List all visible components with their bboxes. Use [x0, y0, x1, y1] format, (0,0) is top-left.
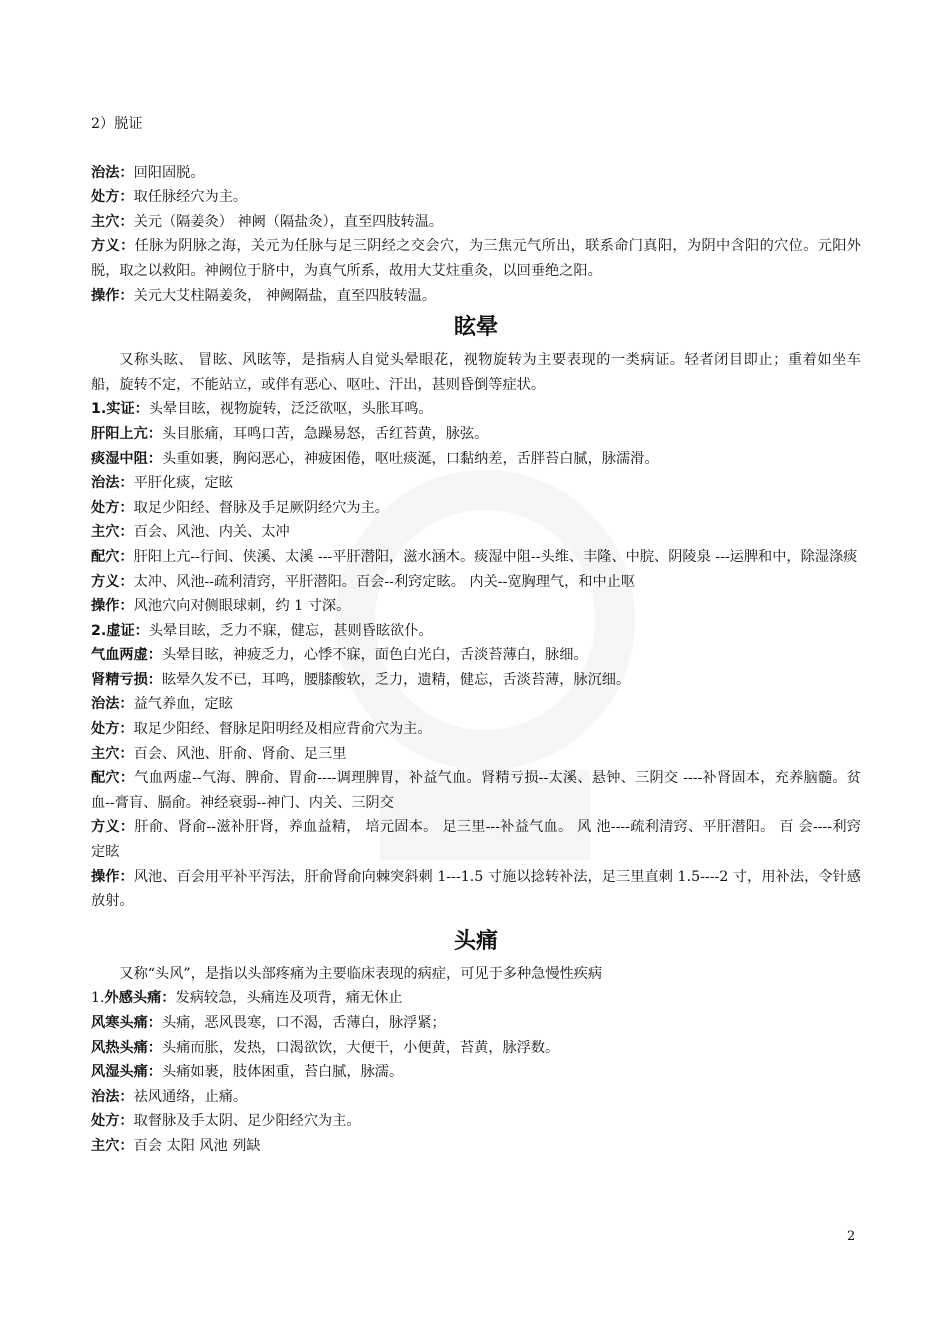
row-label: 方义：: [91, 819, 135, 836]
row-text: 百会、风池、内关、太冲: [133, 524, 290, 541]
row-label: 操作：: [91, 868, 134, 885]
row-text: 风池穴向对侧眼球刺，约 1 寸深。: [133, 598, 351, 615]
row-label: 治法：: [91, 475, 134, 492]
row-label: 操作：: [91, 287, 134, 304]
doc-row: [91, 865, 861, 914]
doc-row: [91, 643, 861, 668]
section-intro: 又称头眩、 冒眩、风眩等，是指病人自觉头晕眼花，视物旋转为主要表现的一类病证。轻者闭目即止；重着如坐车船，旋转不定，不能站立，或伴有恶心、呕吐、汗出，甚则昏倒等症状。: [91, 352, 861, 393]
row-text: 气血两虚--气海、脾俞、胃俞----调理脾胃，补益气血。肾精亏损--太溪、悬钟、三阴交 ----补肾固本，充养脑髓。贫血--膏肓、膈俞。神经衰弱--神门、内关、三阴交: [91, 770, 861, 811]
doc-row: [91, 1036, 861, 1061]
row-text: 益气养血，定眩: [133, 696, 233, 713]
row-text: 风池、百会用平补平泻法，肝俞肾俞向棘突斜刺 1---1.5 寸施以捻转补法，足三里直刺 1.5----2 寸，用补法，令针感放射。: [91, 868, 861, 910]
doc-row: [91, 1060, 861, 1085]
row-label: 气血两虚：: [91, 647, 162, 664]
row-label: 方义：: [91, 573, 134, 590]
doc-row: [91, 284, 861, 309]
doc-row: [91, 1134, 861, 1159]
row-label: 1.实证：: [91, 401, 149, 418]
doc-row: [91, 471, 861, 496]
row-text: 头晕目眩，视物旋转，泛泛欲呕，头胀耳鸣。: [148, 401, 433, 418]
row-label: 处方：: [91, 1113, 134, 1130]
doc-row: [91, 1085, 861, 1110]
page-number: 2: [847, 1229, 856, 1244]
row-label: 肾精亏损：: [91, 671, 162, 688]
row-label: 风热头痛：: [91, 1039, 162, 1056]
section-title-xuanyun: 眩晕: [453, 315, 498, 341]
doc-row: [91, 234, 861, 283]
doc-row: [91, 210, 861, 235]
row-number: 1.: [91, 990, 105, 1007]
doc-row: [91, 397, 861, 422]
row-label: 肝阳上亢：: [91, 425, 162, 442]
doc-row: [91, 668, 861, 693]
row-label: 外感头痛：: [104, 990, 176, 1007]
row-text: 取足少阳经、督脉及手足厥阴经穴为主。: [133, 499, 389, 516]
section-title-toutong: 头痛: [453, 928, 498, 954]
row-text: 发病较急，头痛连及项背，痛无休止: [175, 990, 403, 1007]
row-text: 百会、风池、肝俞、肾俞、足三里: [133, 745, 347, 762]
row-text: 回阳固脱。: [133, 164, 205, 181]
row-text: 头晕目眩，神疲乏力，心悸不寐，面色白光白，舌淡苔薄白，脉细。: [161, 647, 588, 664]
doc-row: [91, 986, 861, 1011]
row-text: 眩晕久发不已，耳鸣，腰膝酸软，乏力，遗精，健忘，舌淡苔薄，脉沉细。: [161, 671, 631, 688]
row-text: 头晕目眩，乏力不寐，健忘，甚则昏眩欲仆。: [148, 622, 433, 639]
row-text: 头痛，恶风畏寒，口不渴，舌薄白，脉浮紧；: [161, 1015, 446, 1031]
doc-row: [91, 742, 861, 767]
row-text: 祛风通络，止痛。: [133, 1088, 248, 1105]
section-intro: 又称“头风”，是指以头部疼痛为主要临床表现的病症，可见于多种急慢性疾病: [119, 965, 603, 982]
row-label: 配穴：: [91, 770, 135, 787]
row-label: 主穴：: [91, 524, 134, 541]
row-label: 治法：: [91, 164, 134, 181]
doc-row: [91, 496, 861, 521]
row-label: 操作：: [91, 598, 134, 615]
doc-row: [91, 545, 861, 570]
row-label: 主穴：: [91, 213, 134, 230]
row-text: 头重如裹，胸闷恶心，神疲困倦，呕吐痰涎，口黏纳差，舌胖苔白腻，脉濡滑。: [161, 450, 659, 467]
row-text: 关元（隔姜灸） 神阙（隔盐灸），直至四肢转温。: [133, 213, 444, 230]
doc-row: [91, 692, 861, 717]
subsection-heading: 2）脱证: [91, 116, 143, 132]
row-text: 肝俞、肾俞--滋补肝肾，养血益精， 培元固本。 足三里---补益气血。 风 池----疏利清窍、平肝潜阳。 百 会----利窍定眩: [91, 819, 861, 861]
row-text: 头目胀痛，耳鸣口苦，急躁易怒，舌红苔黄，脉弦。: [161, 425, 489, 442]
row-text: 百会 太阳 风池 列缺: [133, 1137, 261, 1154]
doc-row: [91, 815, 861, 864]
row-label: 配穴：: [91, 548, 134, 565]
row-label: 处方：: [91, 499, 134, 516]
row-text: 平肝化痰，定眩: [133, 475, 233, 492]
row-label: 治法：: [91, 696, 134, 713]
doc-row: [91, 1011, 861, 1036]
doc-row: [91, 766, 861, 815]
row-text: 关元大艾柱隔姜灸， 神阙隔盐，直至四肢转温。: [133, 287, 437, 304]
row-label: 治法：: [91, 1088, 134, 1105]
doc-row: [91, 594, 861, 619]
row-text: 肝阳上亢--行间、侠溪、太溪 ---平肝潜阳，滋水涵木。痰湿中阻--头维、丰隆、中脘、阴陵泉 ---运脾和中，除湿涤痰: [133, 548, 858, 565]
row-text: 取足少阳经、督脉足阳明经及相应背俞穴为主。: [133, 721, 432, 738]
row-label: 痰湿中阻：: [91, 450, 162, 467]
doc-row: [91, 161, 861, 186]
row-label: 2.虚证：: [91, 622, 149, 639]
doc-row: [91, 520, 861, 545]
row-label: 方义：: [91, 238, 135, 255]
row-text: 太冲、风池--疏利清窍，平肝潜阳。百会--利窍定眩。 内关--宽胸理气，和中止呕: [133, 573, 636, 590]
doc-row: [91, 1109, 861, 1134]
doc-row: [91, 422, 861, 447]
row-label: 处方：: [91, 721, 134, 738]
row-label: 风湿头痛：: [91, 1064, 162, 1081]
doc-row: [91, 185, 861, 210]
row-label: 主穴：: [91, 745, 134, 762]
row-label: 风寒头痛：: [91, 1015, 162, 1031]
document-page: [91, 112, 861, 1159]
row-label: 处方：: [91, 189, 134, 206]
doc-row: [91, 619, 861, 644]
row-text: 任脉为阴脉之海，关元为任脉与足三阴经之交会穴，为三焦元气所出，联系命门真阳，为阴中含阳的穴位。元阳外脱，取之以救阳。神阙位于脐中，为真气所系，故用大艾炷重灸，以回垂绝之阳。: [91, 238, 861, 279]
row-text: 头痛而胀，发热，口渴欲饮，大便干，小便黄，苔黄，脉浮数。: [161, 1039, 560, 1056]
row-text: 头痛如裹，肢体困重，苔白腻，脉濡。: [161, 1064, 404, 1081]
doc-row: [91, 570, 861, 595]
row-label: 主穴：: [91, 1137, 134, 1154]
row-text: 取督脉及手太阴、足少阳经穴为主。: [133, 1113, 361, 1130]
doc-row: [91, 447, 861, 472]
doc-row: [91, 717, 861, 742]
row-text: 取任脉经穴为主。: [133, 189, 248, 206]
